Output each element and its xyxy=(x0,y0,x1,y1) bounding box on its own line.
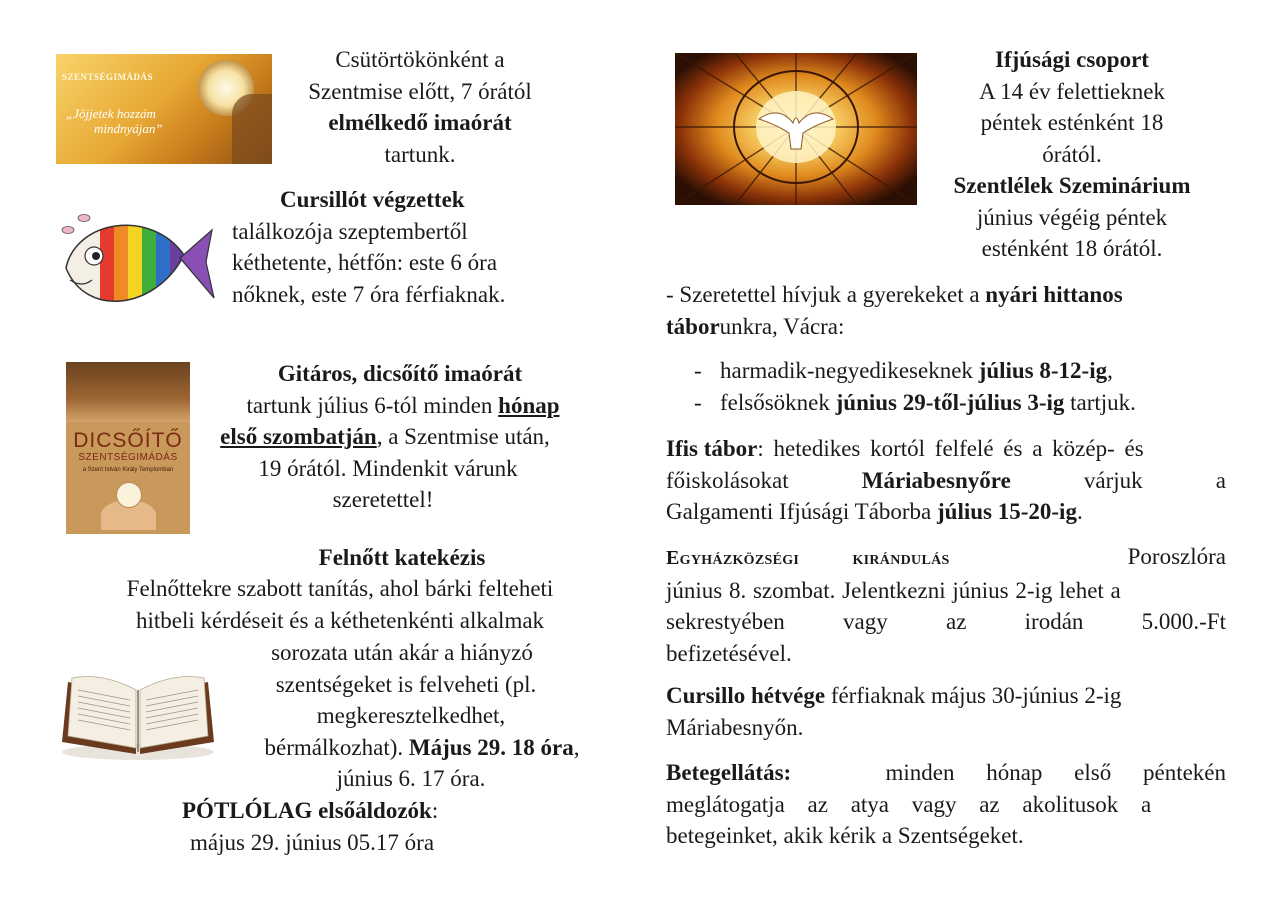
guitar-line-3: 19 órától. Mindenkit várunk xyxy=(258,455,518,481)
host-icon xyxy=(116,482,142,508)
thursday-line-4: tartunk. xyxy=(384,141,456,167)
youth-camp-line-1-content xyxy=(666,433,1144,465)
youth-camp-line-3-suffix: . xyxy=(1076,499,1083,524)
summer-camp-item-1-text: harmadik-negyedikeseknek xyxy=(720,358,979,383)
youth-group-line-3: órától. xyxy=(1042,141,1102,167)
bullet-dash: - xyxy=(694,358,702,383)
parish-trip-line-3 xyxy=(666,606,1226,638)
catechesis-line-6 xyxy=(222,732,622,764)
guitar-line-4: szeretettel! xyxy=(332,487,434,512)
supplement-title-colon: : xyxy=(431,798,439,823)
supplement-block xyxy=(182,795,602,858)
youth-camp-word-3: várjuk xyxy=(1083,467,1143,493)
youth-group-title: Ifjúsági csoport xyxy=(995,47,1149,72)
fish-icon xyxy=(56,200,216,330)
summer-camp-intro-text: - Szeretettel hívjuk a gyerekeket a xyxy=(666,282,986,307)
youth-camp-line-1-text: : hetedikes kortól felfelé és a közép- és xyxy=(757,436,1144,461)
holy-spirit-window-image xyxy=(675,53,917,205)
summer-camp-line-1 xyxy=(666,279,1226,311)
youth-camp-word-4: a xyxy=(1215,467,1226,493)
guitar-line-1 xyxy=(190,390,616,422)
parish-trip-word-3: az xyxy=(945,609,967,634)
youth-group-line-1: A 14 év felettieknek xyxy=(979,78,1165,104)
praying-hand-icon xyxy=(232,94,272,164)
adoration-image xyxy=(56,54,272,164)
cursillo-weekend-line-1-text: férfiaknak május 30-június 2-ig xyxy=(825,683,1122,708)
summer-camp-item-2 xyxy=(694,387,1234,419)
catechesis-line-6-suffix: , xyxy=(573,734,580,760)
youth-camp-line-3 xyxy=(666,496,1226,528)
supplement-title-bold: PÓTLÓLAG elsőáldozók xyxy=(182,798,432,823)
summer-camp-intro xyxy=(666,279,1226,342)
parish-trip-title-text: Egyházközségi kirándulás xyxy=(666,547,950,569)
catechesis-line-1: Felnőttekre szabott tanítás, ahol bárki felteheti xyxy=(126,576,554,601)
script-line-2: mindnyájan” xyxy=(94,121,163,136)
summer-camp-item-2-bold: június 29-től-július 3-ig xyxy=(835,389,1065,415)
sick-care-block xyxy=(666,757,1226,852)
parish-trip-word-4: irodán xyxy=(1024,609,1084,634)
guitar-photo xyxy=(66,362,190,422)
bullet-dash: - xyxy=(694,389,702,415)
cursillo-weekend-title: Cursillo hétvége xyxy=(666,683,826,708)
thursday-line-1: Csütörtökönként a xyxy=(335,47,505,72)
sick-care-line-1 xyxy=(666,757,1226,789)
youth-camp-word-1: főiskolásokat xyxy=(666,467,789,493)
catechesis-continued xyxy=(222,637,622,795)
cursillo-line-2: kéthetente, hétfőn: este 6 óra xyxy=(232,250,498,275)
thursday-line-3: elmélkedő imaórát xyxy=(328,110,512,135)
summer-camp-item-2-suffix: tartjuk. xyxy=(1064,389,1136,415)
praise-poster-title: DICSŐÍTŐ xyxy=(73,429,183,452)
catechesis-line-4: szentségeket is felveheti (pl. xyxy=(275,671,537,697)
supplement-dates: május 29. június 05.17 óra xyxy=(190,829,435,855)
sick-care-title: Betegellátás: xyxy=(666,760,792,785)
sick-care-line-2: meglátogatja az atya vagy az akolitusok a xyxy=(666,791,1152,817)
parish-trip-line-1 xyxy=(666,541,1226,575)
catechesis-line-6-text: bérmálkozhat). xyxy=(264,734,409,760)
rainbow-fish-image xyxy=(56,200,216,330)
summer-camp-intro-bold: nyári hittanos xyxy=(985,282,1123,307)
cursillo-line-1: találkozója szeptembertől xyxy=(232,218,468,244)
summer-camp-item-2-text: felsősöknek xyxy=(720,389,836,415)
summer-camp-line-2 xyxy=(666,311,1226,343)
guitar-title: Gitáros, dicsőítő imaórát xyxy=(277,361,523,386)
praise-poster-church: a Szent István Király Templomban xyxy=(82,467,174,473)
praise-poster-subtitle: SZENTSÉGIMÁDÁS xyxy=(78,452,178,463)
youth-camp-line-3-text: Galgamenti Ifjúsági Táborba xyxy=(666,499,938,524)
parish-trip-title xyxy=(666,543,1066,575)
catechesis-line-3: sorozata után akár a hiányzó xyxy=(271,640,533,665)
thursday-prayer-block xyxy=(272,44,568,170)
catechesis-title: Felnőtt katekézis xyxy=(318,545,486,570)
summer-camp-list xyxy=(694,355,1234,418)
youth-camp-line-1 xyxy=(666,433,1226,465)
cursillo-weekend-line-2: Máriabesnyőn. xyxy=(666,714,804,740)
dove-icon xyxy=(675,53,917,205)
youth-camp-line-3-bold: július 15-20-ig xyxy=(937,499,1077,524)
cursillo-weekend-line-1 xyxy=(666,680,1226,712)
seminar-title: Szentlélek Szeminárium xyxy=(953,173,1191,198)
summer-camp-item-1-suffix: , xyxy=(1107,358,1113,383)
guitar-line-2-text: , a Szentmise után, xyxy=(376,424,550,449)
catechesis-line-7: június 6. 17 óra. xyxy=(336,766,486,791)
youth-camp-title: Ifis tábor xyxy=(666,436,758,461)
youth-camp-word-2: Máriabesnyőre xyxy=(861,467,1011,493)
parish-trip-block xyxy=(666,541,1226,669)
parish-trip-line-4: befizetésével. xyxy=(666,640,792,666)
thursday-line-2: Szentmise előtt, 7 órától xyxy=(308,78,532,104)
cursillo-block xyxy=(232,184,572,310)
script-line-1: „Jöjjetek hozzám xyxy=(66,106,156,121)
guitar-line-2 xyxy=(154,421,616,453)
parish-trip-word-2: vagy xyxy=(843,609,888,634)
cursillo-weekend-block xyxy=(666,680,1226,743)
youth-group-line-4: június végéig péntek xyxy=(976,204,1168,230)
catechesis-line-2: hitbeli kérdéseit és a kéthetenkénti alkalmak xyxy=(135,608,545,633)
summer-camp-item-1 xyxy=(694,355,1234,387)
catechesis-line-5: megkeresztelkedhet, xyxy=(316,703,506,728)
youth-camp-block xyxy=(666,433,1226,528)
guitar-prayer-block xyxy=(196,358,616,516)
parish-trip-line-2: június 8. szombat. Jelentkezni június 2-ig lehet a xyxy=(666,577,1121,603)
youth-group-block xyxy=(918,44,1226,265)
supplement-title xyxy=(182,795,602,827)
youth-group-line-2: péntek esténként 18 xyxy=(980,110,1164,135)
parish-trip-word-5: 5.000.-Ft xyxy=(1141,609,1226,634)
youth-group-line-5: esténként 18 órától. xyxy=(981,236,1163,261)
guitar-line-1-underlined: hónap xyxy=(498,392,560,418)
cursillo-line-3: nőknek, este 7 óra férfiaknak. xyxy=(232,281,506,307)
summer-camp-intro-suffix: unkra, Vácra: xyxy=(719,313,845,339)
cursillo-title: Cursillót végzettek xyxy=(280,187,465,212)
adoration-image-label: SZENTSÉGIMÁDÁS xyxy=(62,72,154,82)
summer-camp-item-1-bold: július 8-12-ig xyxy=(978,358,1108,383)
sick-care-line-1-text: minden hónap első péntekén xyxy=(885,760,1226,785)
youth-camp-line-2 xyxy=(666,465,1226,497)
guitar-line-2-underlined: első szombatján xyxy=(220,424,377,449)
parish-trip-destination: Poroszlóra xyxy=(1127,544,1226,569)
adoration-image-script xyxy=(66,106,163,136)
summer-camp-camp-bold: tábor xyxy=(666,313,720,339)
catechesis-line-6-bold: Május 29. 18 óra xyxy=(408,734,574,760)
guitar-line-1-text: tartunk július 6-tól minden xyxy=(246,392,499,418)
parish-trip-word-1: sekrestyében xyxy=(666,609,785,634)
sick-care-line-3: betegeinket, akik kérik a Szentségeket. xyxy=(666,823,1024,848)
